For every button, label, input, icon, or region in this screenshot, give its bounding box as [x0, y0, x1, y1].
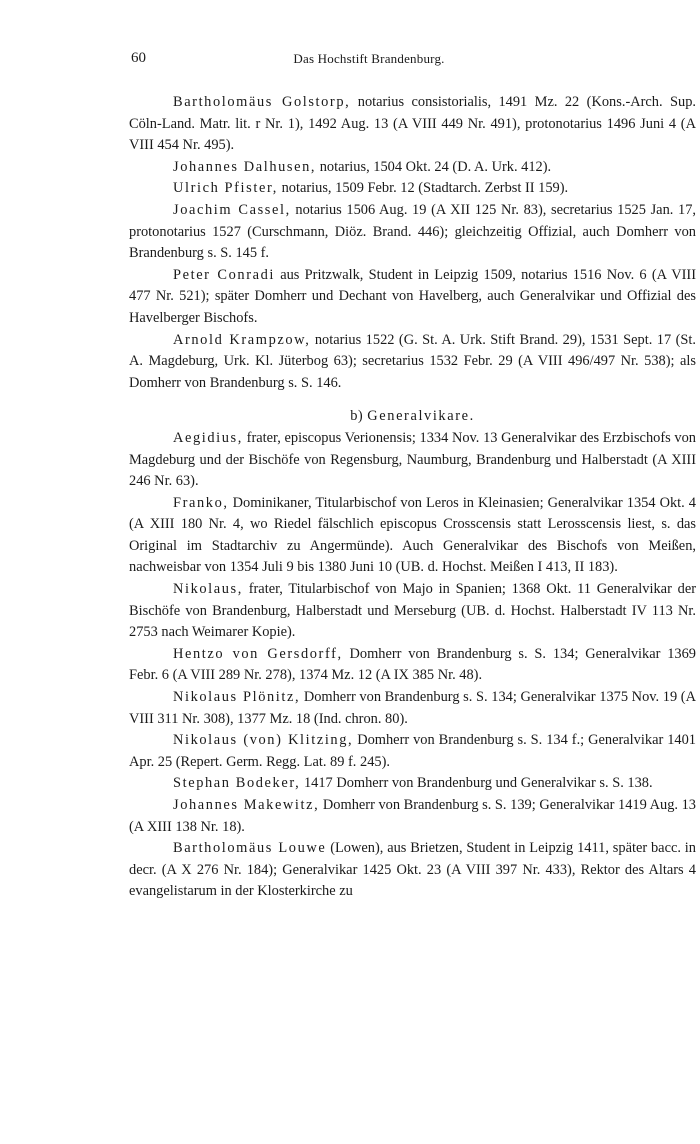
running-title: Das Hochstift Brandenburg. [293, 51, 445, 66]
entry-text: Domherr von Brandenburg s. S. 134 f.; Generalvikar 1401 Apr. 25 (Repert. Germ. Regg. Lat. 89 f. 245). [129, 732, 696, 770]
entry-paragraph [129, 773, 696, 795]
entry-text: frater, episcopus Verionensis; 1334 Nov. 13 Generalvikar des Erzbischofs von Magdeburg und der Bischöfe von Regensburg, Naumburg, Brandenburg und Halberstadt (A XIII 246 Nr. 63). [129, 429, 696, 490]
entry-paragraph [129, 687, 696, 730]
entry-name: Johannes Makewitz, [173, 797, 320, 813]
entry-paragraph [129, 92, 696, 157]
entry-text: (Lowen), aus Brietzen, Student in Leipzig 1411, später bacc. in decr. (A X 276 Nr. 184); Generalvikar 1425 Okt. 23 (A VIII 397 Nr. 433), Rektor des Altars 4 evangelistarum in der Klosterkirche zu [129, 840, 696, 900]
entry-text: notarius consistorialis, 1491 Mz. 22 (Kons.-Arch. Sup. Cöln-Land. Matr. lit. r Nr. 1), 1492 Aug. 13 (A VIII 449 Nr. 491), protonotarius 1496 Juni 4 (A VIII 454 Nr. 495). [129, 94, 697, 154]
entry-paragraph [129, 730, 696, 773]
entry-name: Aegidius, [173, 429, 243, 446]
entry-name: Nikolaus, [173, 581, 243, 598]
entry-paragraph [129, 178, 696, 200]
entry-text: notarius 1522 (G. St. A. Urk. Stift Brand. 29), 1531 Sept. 17 (St. A. Magdeburg, Urk. Kl. Jüterbog 63); secretarius 1532 Febr. 29 (A VIII 496/497 Nr. 538); als Domherr von Brandenburg s. S. 146. [129, 331, 696, 391]
entry-paragraph [129, 265, 696, 330]
entry-name: Johannes Dalhusen, [173, 158, 317, 175]
entry-paragraph [129, 428, 696, 493]
entry-name: Arnold Krampzow, [173, 331, 311, 348]
entry-text: Domherr von Brandenburg s. S. 134; Generalvikar 1375 Nov. 19 (A VIII 311 Nr. 308), 1377 Mz. 18 (Ind. chron. 80). [129, 689, 696, 727]
entry-name: Bartholomäus Louwe [173, 840, 327, 857]
entry-text: Dominikaner, Titularbischof von Leros in Kleinasien; Generalvikar 1354 Okt. 4 (A XIII 180 Nr. 4, wo Riedel fälschlich episcopus Crosscensis statt Lerosscensis liest, s. das Original im Stadtarchiv zu Angermünde). Auch Generalvikar des Bischofs von Meißen, nachweisbar von 1354 Juli 9 bis 1380 Juni 10 (UB. d. Hochst. Meißen I 413, II 183). [129, 494, 696, 576]
entry-name: Joachim Cassel, [173, 201, 291, 218]
entry-paragraph [129, 644, 696, 687]
section-heading [129, 406, 696, 428]
entry-text: notarius, 1509 Febr. 12 (Stadtarch. Zerbst II 159). [277, 180, 569, 197]
entry-paragraph [129, 330, 696, 395]
entry-text: 1417 Domherr von Brandenburg und Generalvikar s. S. 138. [300, 775, 653, 792]
entry-name: Bartholomäus Golstorp, [173, 94, 351, 110]
entry-paragraph [129, 579, 696, 644]
entry-text: Domherr von Brandenburg s. S. 134; Generalvikar 1369 Febr. 6 (A VIII 289 Nr. 278), 1374 Mz. 12 (A IX 385 Nr. 48). [129, 645, 696, 684]
entry-paragraph [129, 200, 696, 265]
entry-paragraph [129, 795, 696, 838]
entry-name: Franko, [173, 494, 229, 511]
body-text [129, 92, 696, 903]
entry-text: frater, Titularbischof von Majo in Spanien; 1368 Okt. 11 Generalvikar der Bischöfe von Brandenburg, Halberstadt und Merseburg (UB. d. Hochst. Halberstadt IV 113 Nr. 2753 nach Weimarer Kopie). [129, 581, 696, 641]
entry-text: notarius 1506 Aug. 19 (A XII 125 Nr. 83), secretarius 1525 Jan. 17, protonotarius 1527 (Curschmann, Diöz. Brand. 446); gleichzeitig Offizial, auch Domherr von Brandenburg s. S. 145 f. [129, 201, 696, 262]
entry-paragraph [129, 493, 696, 579]
section-heading-prefix: b) [350, 408, 368, 425]
entry-name: Nikolaus Plönitz, [173, 689, 301, 706]
page-header [131, 50, 607, 72]
page-number: 60 [131, 50, 146, 66]
entry-text: aus Pritzwalk, Student in Leipzig 1509, notarius 1516 Nov. 6 (A VIII 477 Nr. 521); später Domherr und Dechant von Havelberg, auch Generalvikar und Offizial des Havelberger Bischofs. [129, 266, 697, 326]
entry-name: Nikolaus (von) Klitzing, [173, 732, 354, 749]
entry-name: Ulrich Pfister, [173, 180, 278, 197]
section-heading-title: Generalvikare. [367, 408, 475, 425]
entry-name: Peter Conradi [173, 266, 275, 283]
entry-paragraph [129, 157, 696, 179]
entry-text: Domherr von Brandenburg s. S. 139; Generalvikar 1419 Aug. 13 (A XIII 138 Nr. 18). [129, 797, 696, 835]
entry-text: notarius, 1504 Okt. 24 (D. A. Urk. 412). [316, 158, 552, 175]
entry-name: Stephan Bodeker, [173, 775, 301, 792]
entry-paragraph [129, 838, 696, 903]
entry-name: Hentzo von Gersdorff, [173, 645, 343, 662]
